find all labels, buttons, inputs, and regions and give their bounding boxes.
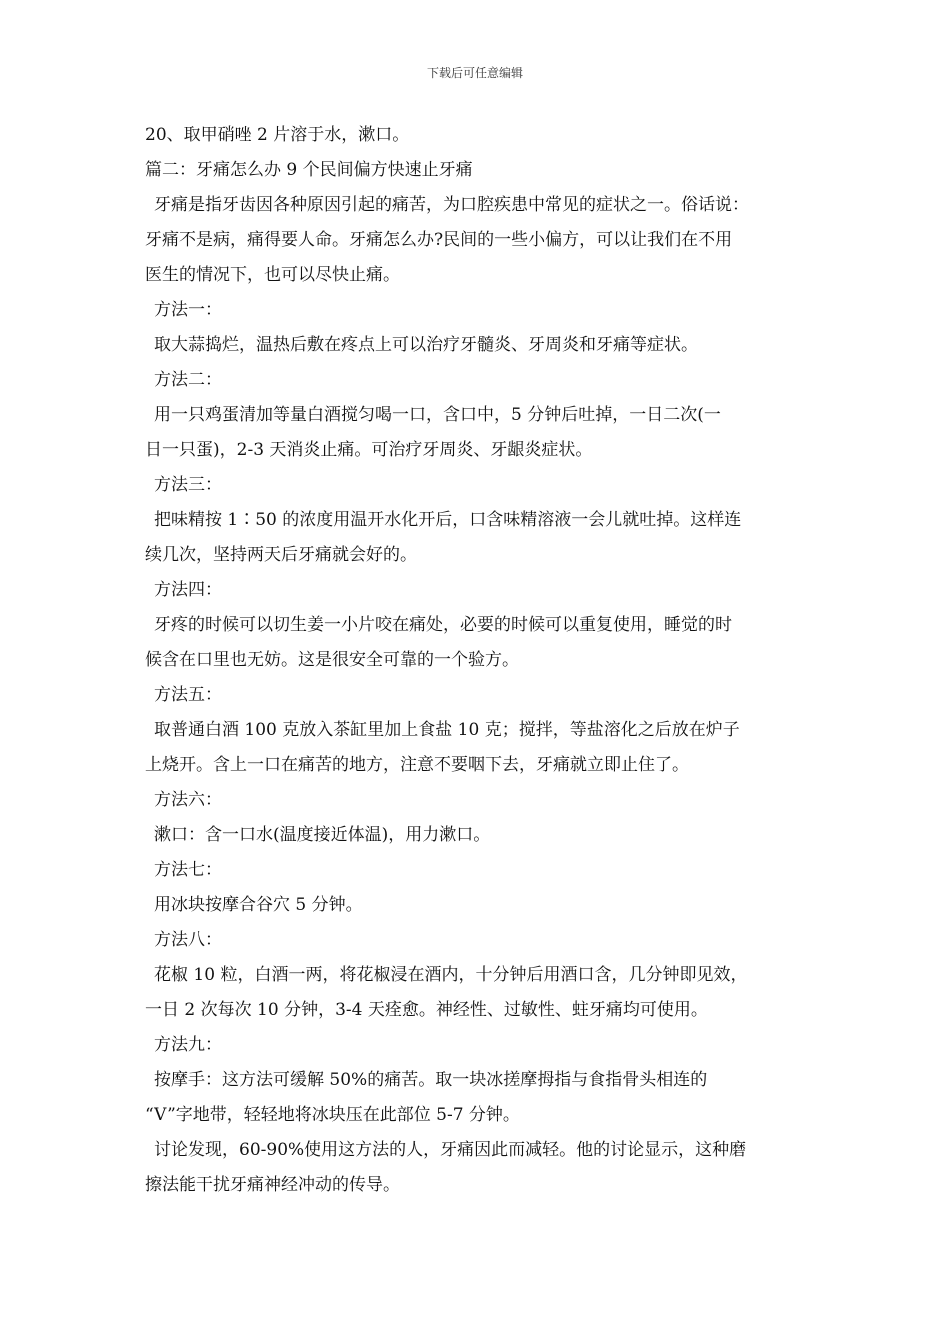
text-line: 把味精按 1∶50 的浓度用温开水化开后，口含味精溶液一会儿就吐掉。这样连 [154, 510, 742, 530]
text-line: 上烧开。含上一口在痛苦的地方，注意不要咽下去，牙痛就立即止住了。 [145, 755, 689, 775]
text-line: 按摩手：这方法可缓解 50%的痛苦。取一块冰搓摩拇指与食指骨头相连的 [154, 1070, 708, 1090]
text-line: 讨论发现，60-90%使用这方法的人，牙痛因此而减轻。他的讨论显示，这种磨 [154, 1140, 747, 1160]
text-line: 取大蒜捣烂，温热后敷在疼点上可以治疗牙髓炎、牙周炎和牙痛等症状。 [154, 335, 698, 355]
text-line: “V”字地带，轻轻地将冰块压在此部位 5-7 分钟。 [145, 1105, 520, 1125]
text-line: 漱口：含一口水(温度接近体温)，用力漱口。 [154, 825, 491, 845]
page-header: 下载后可任意编辑 [426, 66, 523, 80]
method-heading: 方法三： [154, 475, 222, 495]
method-heading: 方法二： [154, 370, 222, 390]
text-line: 一日 2 次每次 10 分钟，3-4 天痊愈。神经性、过敏性、蛀牙痛均可使用。 [145, 1000, 708, 1020]
section-heading: 篇二：牙痛怎么办 9 个民间偏方快速止牙痛 [145, 160, 473, 180]
method-heading: 方法五： [154, 685, 222, 705]
text-line: 牙痛是指牙齿因各种原因引起的痛苦，为口腔疾患中常见的症状之一。俗话说： [154, 195, 749, 215]
text-line: 续几次，坚持两天后牙痛就会好的。 [145, 545, 417, 565]
text-line: 牙痛不是病，痛得要人命。牙痛怎么办?民间的一些小偏方，可以让我们在不用 [145, 230, 733, 250]
text-line: 取普通白酒 100 克放入茶缸里加上食盐 10 克；搅拌，等盐溶化之后放在炉子 [154, 720, 740, 740]
method-heading: 方法六： [154, 790, 222, 810]
method-heading: 方法四： [154, 580, 222, 600]
text-line: 用冰块按摩合谷穴 5 分钟。 [154, 895, 363, 915]
text-line: 牙疼的时候可以切生姜一小片咬在痛处，必要的时候可以重复使用，睡觉的时 [154, 615, 732, 635]
text-line: 候含在口里也无妨。这是很安全可靠的一个验方。 [145, 650, 519, 670]
text-line: 擦法能干扰牙痛神经冲动的传导。 [145, 1175, 400, 1195]
text-line: 用一只鸡蛋清加等量白酒搅匀喝一口，含口中，5 分钟后吐掉，一日二次(一 [154, 405, 721, 425]
method-heading: 方法九： [154, 1035, 222, 1055]
method-heading: 方法一： [154, 300, 222, 320]
text-line: 日一只蛋)，2-3 天消炎止痛。可治疗牙周炎、牙龈炎症状。 [145, 440, 593, 460]
text-line: 花椒 10 粒，白酒一两，将花椒浸在酒内，十分钟后用酒口含，几分钟即见效， [154, 965, 748, 985]
text-line: 医生的情况下，也可以尽快止痛。 [145, 265, 400, 285]
document-body [145, 118, 817, 1203]
method-heading: 方法八： [154, 930, 222, 950]
text-line: 20、取甲硝唑 2 片溶于水，漱口。 [145, 125, 410, 145]
method-heading: 方法七： [154, 860, 222, 880]
